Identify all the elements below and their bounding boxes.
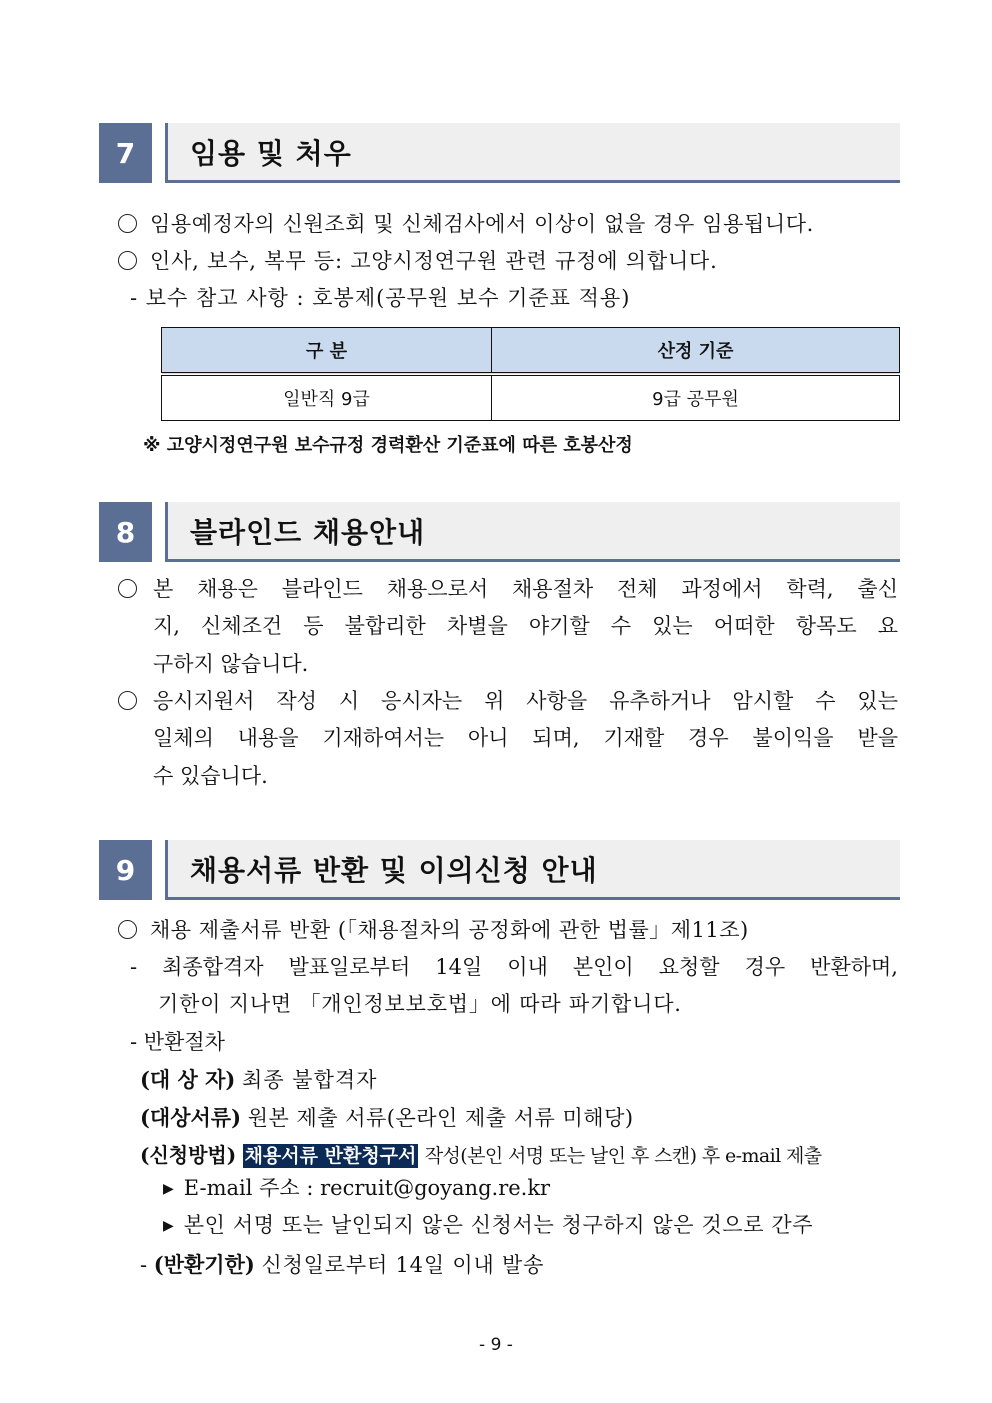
sub-item <box>163 1178 550 1199</box>
dash-item-continued: 기한이 지나면 「개인정보보호법」에 따라 파기합니다. <box>158 992 682 1016</box>
circle-bullet-icon <box>118 579 137 598</box>
section-title: 채용서류 반환 및 이의신청 안내 <box>165 840 900 900</box>
procedure-value: 최종 불합격자 <box>242 1068 378 1092</box>
procedure-row <box>140 1107 634 1129</box>
note: ※ 고양시정연구원 보수규정 경력환산 기준표에 따른 호봉산정 <box>143 435 633 456</box>
section-number: 9 <box>99 840 152 900</box>
circle-bullet-icon <box>118 251 137 270</box>
dash-item: - 보수 참고 사항 : 호봉제(공무원 보수 기준표 적용) <box>130 286 631 310</box>
procedure-label: (대상서류) <box>140 1105 242 1130</box>
section-9-header <box>99 840 900 900</box>
pay-table <box>161 327 900 421</box>
sub-item <box>163 1215 813 1236</box>
sub-item-text: 본인 서명 또는 날인되지 않은 신청서는 청구하지 않은 것으로 간주 <box>183 1213 814 1237</box>
bullet-text: 채용 제출서류 반환 (「채용절차의 공정화에 관한 법률」제11조) <box>150 918 749 942</box>
section-8-header <box>99 502 900 562</box>
circle-bullet-icon <box>118 691 137 710</box>
table-cell: 일반직 9급 <box>162 374 492 421</box>
procedure-row <box>140 1254 544 1276</box>
procedure-value: 작성(본인 서명 또는 날인 후 스캔) 후 e-mail 제출 <box>424 1145 822 1167</box>
paragraph-line: 구하지 않습니다. <box>153 652 309 676</box>
highlighted-form-name: 채용서류 반환청구서 <box>244 1145 417 1167</box>
procedure-value: 원본 제출 서류(온라인 제출 서류 미해당) <box>247 1106 634 1130</box>
section-number: 8 <box>99 502 152 562</box>
section-title: 블라인드 채용안내 <box>165 502 900 562</box>
table-cell: 9급 공무원 <box>492 374 900 421</box>
bullet-text: 임용예정자의 신원조회 및 신체검사에서 이상이 없을 경우 임용됩니다. <box>150 212 814 236</box>
paragraph-line: 지, 신체조건 등 불합리한 차별을 야기할 수 있는 어떠한 항목도 요 <box>153 614 898 638</box>
dash-marker: - <box>140 1253 148 1277</box>
bullet-item <box>118 691 150 712</box>
bullet-item <box>118 251 718 272</box>
procedure-label: (반환기한) <box>153 1252 255 1277</box>
section-title: 임용 및 처우 <box>165 123 900 183</box>
paragraph-line: 일체의 내용을 기재하여서는 아니 되며, 기재할 경우 불이익을 받을 <box>153 726 898 750</box>
circle-bullet-icon <box>118 214 137 233</box>
triangle-bullet-icon: ▶ <box>163 1181 174 1197</box>
paragraph-line: 응시지원서 작성 시 응시자는 위 사항을 유추하거나 암시할 수 있는 <box>153 689 898 713</box>
procedure-label: (대 상 자) <box>140 1067 236 1092</box>
section-number: 7 <box>99 123 152 183</box>
procedure-label: (신청방법) <box>140 1143 237 1167</box>
bullet-text: 인사, 보수, 복무 등: 고양시정연구원 관련 규정에 의합니다. <box>150 249 718 273</box>
procedure-row <box>140 1145 822 1166</box>
bullet-item <box>118 214 814 235</box>
dash-item: - 반환절차 <box>130 1030 225 1054</box>
procedure-row <box>140 1069 377 1091</box>
paragraph-line: 수 있습니다. <box>153 764 268 788</box>
circle-bullet-icon <box>118 920 137 939</box>
table-header: 산정 기준 <box>492 328 900 375</box>
bullet-item <box>118 579 150 600</box>
page-number: - 9 - <box>479 1335 513 1355</box>
paragraph-line: 본 채용은 블라인드 채용으로서 채용절차 전체 과정에서 학력, 출신 <box>153 577 898 601</box>
section-7-header <box>99 123 900 183</box>
email-text: E-mail 주소 : recruit@goyang.re.kr <box>183 1176 551 1200</box>
procedure-value: 신청일로부터 14일 이내 발송 <box>261 1253 545 1277</box>
triangle-bullet-icon: ▶ <box>163 1218 174 1234</box>
dash-item: - 최종합격자 발표일로부터 14일 이내 본인이 요청할 경우 반환하며, <box>130 955 898 979</box>
table-header: 구 분 <box>162 328 492 375</box>
bullet-item <box>118 920 749 941</box>
